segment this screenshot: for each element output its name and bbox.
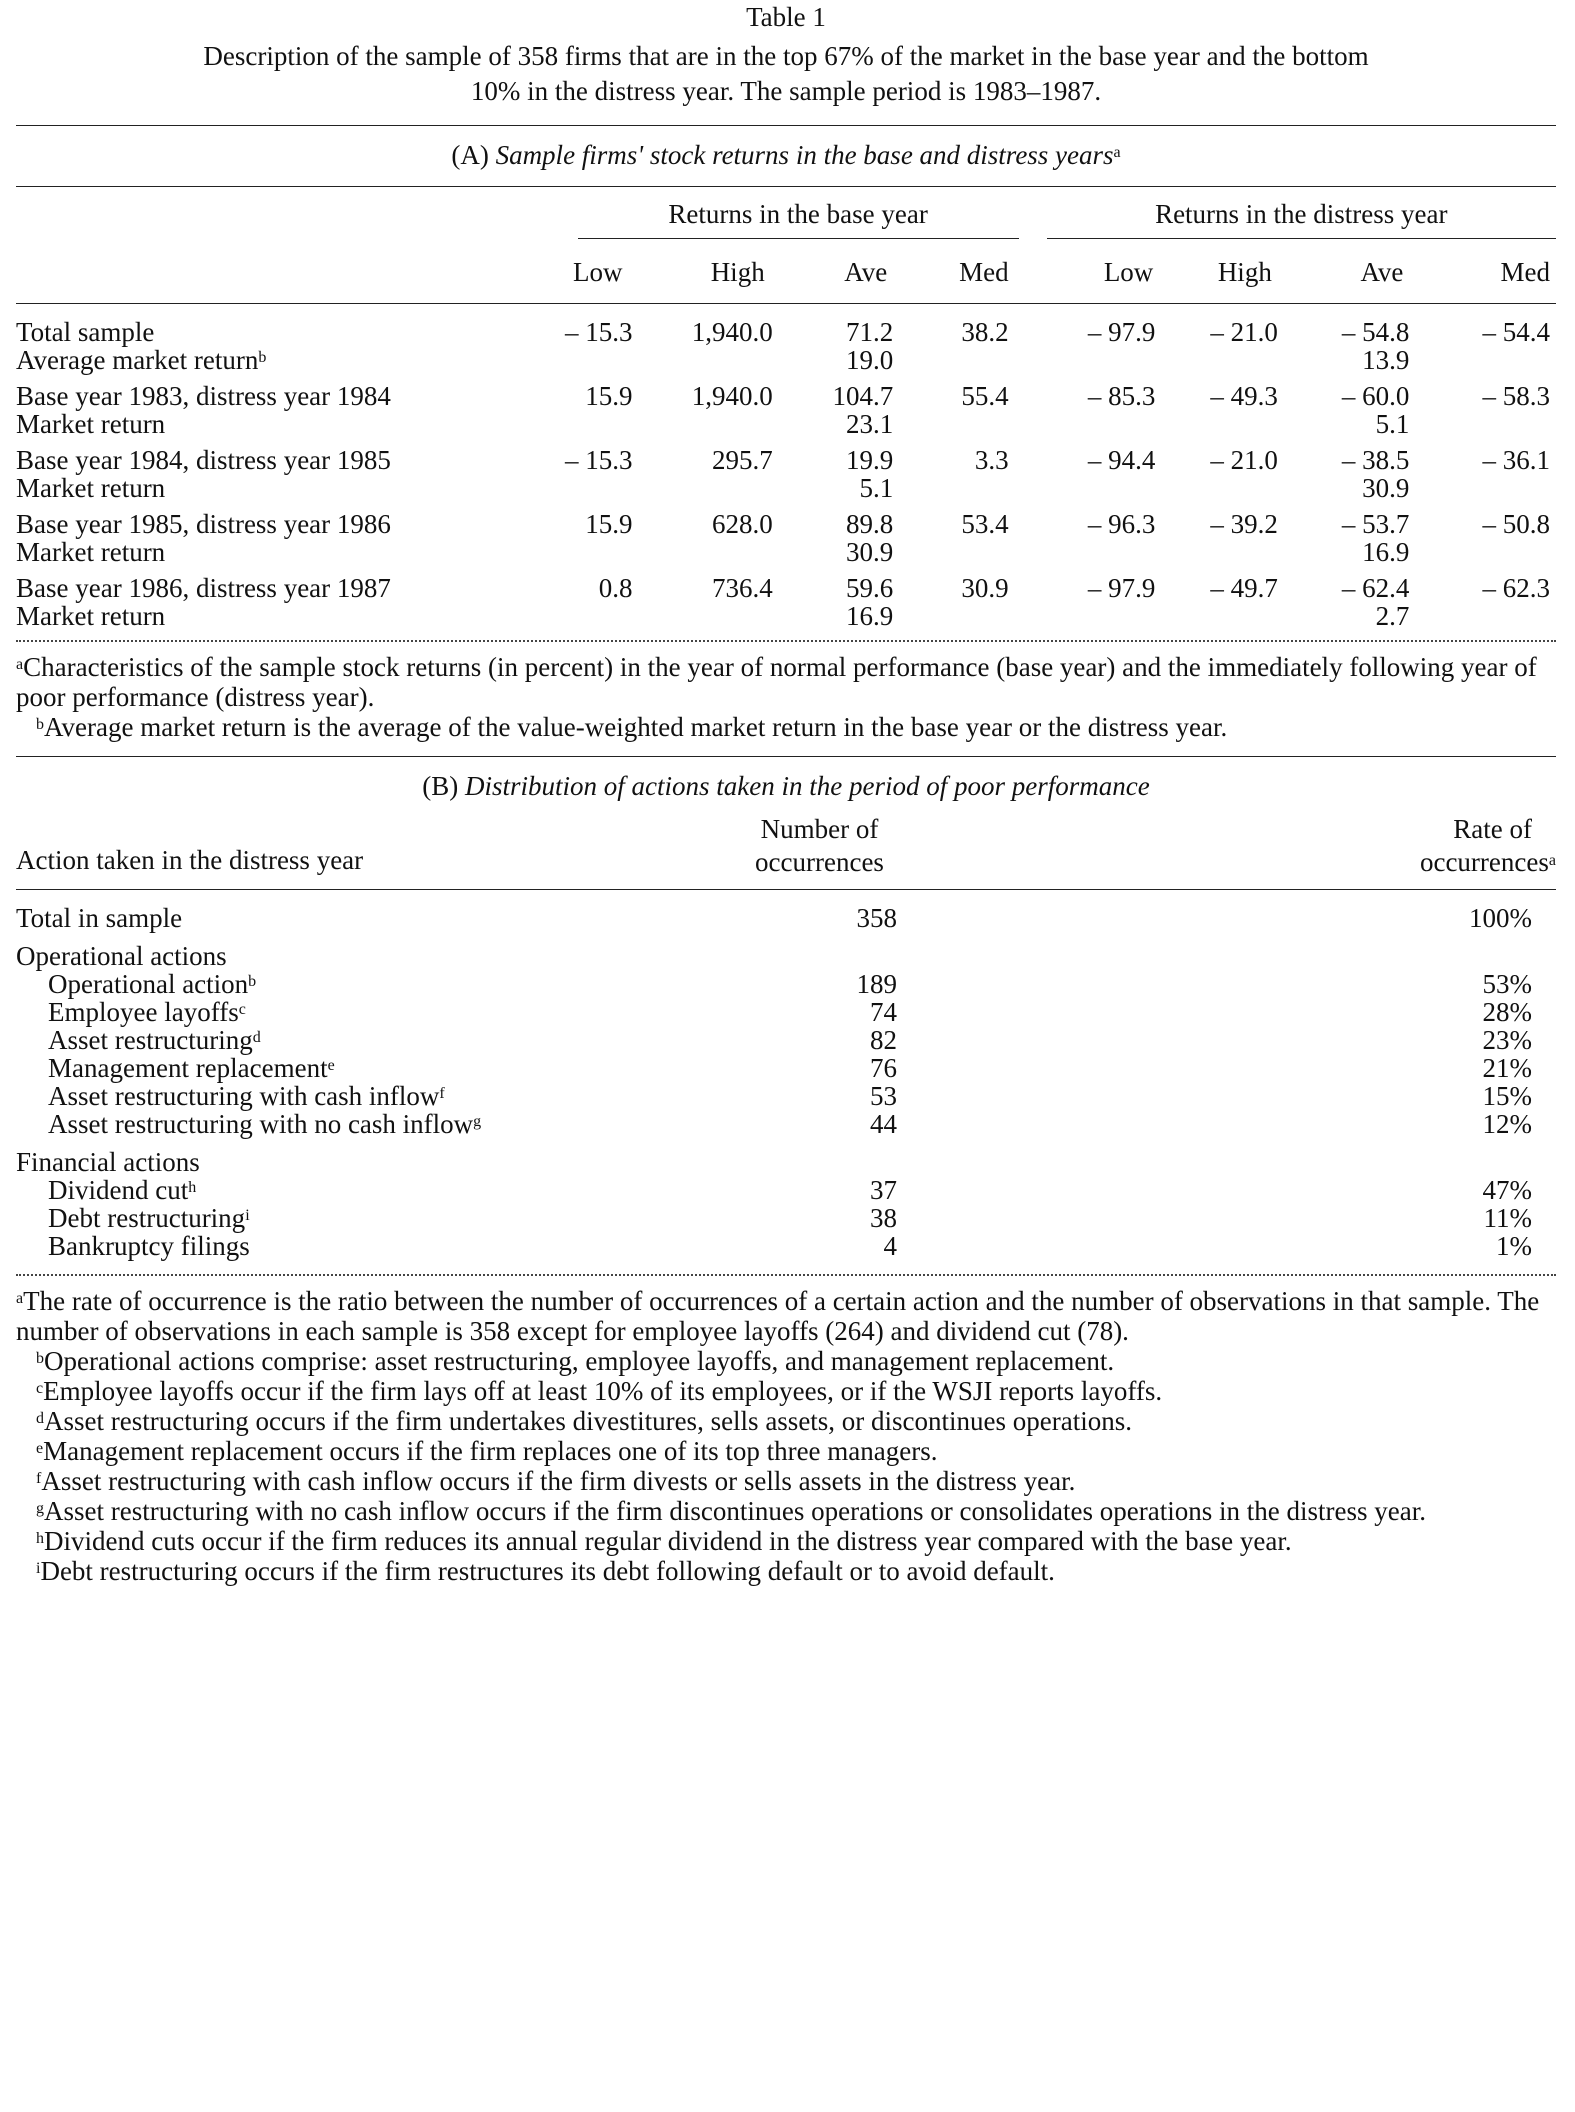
- row-label-text: Employee layoffs: [48, 997, 239, 1027]
- row-label-sup: e: [327, 1057, 335, 1074]
- table-row: [16, 1054, 1556, 1082]
- column-header-ave: Ave: [844, 257, 888, 287]
- table-cell: 0.8: [598, 573, 633, 603]
- footnote: [16, 1376, 1556, 1406]
- table-cell: 15.9: [585, 509, 633, 539]
- footnote-text: Dividend cuts occur if the firm reduces its annual regular dividend in the distress year compared with the base year.: [44, 1526, 1292, 1556]
- row-label: [16, 1026, 656, 1054]
- row-label-text: Asset restructuring with cash inflow: [48, 1081, 440, 1111]
- footnote: [16, 652, 1556, 712]
- number-cell: 38: [870, 1203, 897, 1233]
- footnote-text: Employee layoffs occur if the firm lays off at least 10% of its employees, or if the WSJI reports layoffs.: [43, 1376, 1163, 1406]
- row-label: [16, 374, 534, 410]
- footnote: [16, 1436, 1556, 1466]
- row-label: [16, 438, 534, 474]
- table-cell: [1431, 410, 1556, 438]
- table-row: [16, 1232, 1556, 1260]
- table-cell: [1169, 410, 1294, 438]
- empty-cell: [1031, 1138, 1556, 1176]
- table-cell: [903, 410, 1018, 438]
- empty-cell: [656, 1138, 1031, 1176]
- table-cell: – 21.0: [1210, 317, 1278, 347]
- rate-cell: 1%: [1496, 1231, 1532, 1261]
- table-row: [16, 474, 1556, 502]
- row-label-text: Market return: [16, 537, 166, 567]
- table-cell: [534, 602, 639, 630]
- table-cell: 19.9: [846, 445, 894, 475]
- table-cell: [1431, 602, 1556, 630]
- row-label-text: Market return: [16, 473, 166, 503]
- table-cell: – 62.4: [1341, 573, 1410, 603]
- footnote-mark: a: [16, 656, 24, 673]
- rate-cell: 11%: [1483, 1203, 1532, 1233]
- footnote-text: Operational actions comprise: asset restructuring, employee layoffs, and management replacement.: [44, 1346, 1115, 1376]
- table-cell: [1019, 410, 1170, 438]
- col-number-header-2: occurrences: [755, 847, 884, 877]
- column-header-low: Low: [1103, 257, 1154, 287]
- table-cell: 16.9: [846, 601, 894, 631]
- table-cell: – 15.3: [565, 317, 633, 347]
- row-label-sup: f: [439, 1085, 445, 1102]
- footnote-text: Management replacement occurs if the firm replaces one of its top three managers.: [43, 1436, 938, 1466]
- row-label-text: Total in sample: [16, 903, 183, 933]
- table-row: [16, 538, 1556, 566]
- table-cell: – 49.3: [1210, 381, 1278, 411]
- footnote: [16, 1466, 1556, 1496]
- row-label: [16, 502, 534, 538]
- group-heading-row: [16, 1138, 1556, 1176]
- panel-a-title-text: Sample firms' stock returns in the base and distress years: [495, 140, 1114, 170]
- row-label-sup: d: [252, 1029, 261, 1046]
- table-cell: 1,940.0: [691, 381, 773, 411]
- footnote: [16, 1526, 1556, 1556]
- row-label: [16, 1232, 656, 1260]
- number-cell: 37: [870, 1175, 897, 1205]
- panel-b-title: [16, 769, 1556, 803]
- table-cell: 628.0: [711, 509, 773, 539]
- group-heading: Operational actions: [16, 941, 227, 971]
- rate-cell: 23%: [1482, 1025, 1532, 1055]
- table-cell: [639, 538, 783, 566]
- col-number-header-1: Number of: [760, 814, 879, 844]
- group-header-base: Returns in the base year: [578, 199, 1019, 239]
- panel-a-footnotes: [16, 652, 1556, 742]
- row-label-sup: i: [245, 1207, 250, 1224]
- empty-cell: [1031, 932, 1556, 970]
- table-cell: 16.9: [1362, 537, 1410, 567]
- row-label-sup: b: [248, 973, 257, 990]
- table-cell: [534, 538, 639, 566]
- table-cell: [903, 474, 1018, 502]
- table-row: [16, 304, 1556, 346]
- footnote-text: Asset restructuring with cash inflow occurs if the firm divests or sells assets in the distress year.: [41, 1466, 1076, 1496]
- column-header-low: Low: [573, 257, 623, 287]
- caption-line-1: Description of the sample of 358 firms that are in the top 67% of the market in the base year and the bottom: [203, 41, 1369, 71]
- table-cell: 104.7: [832, 381, 894, 411]
- table-label: Table 1: [746, 2, 826, 32]
- dotted-rule-panel-b: [16, 1274, 1556, 1276]
- footnote-mark: e: [36, 1440, 44, 1457]
- table-cell: 59.6: [846, 573, 894, 603]
- table-cell: 71.2: [846, 317, 894, 347]
- row-label: [16, 602, 534, 630]
- table-cell: [1431, 346, 1556, 374]
- number-cell: 82: [870, 1025, 897, 1055]
- table-cell: [1431, 538, 1556, 566]
- table-cell: – 96.3: [1087, 509, 1156, 539]
- row-label-sup: h: [188, 1179, 197, 1196]
- row-label-text: Asset restructuring with no cash inflow: [48, 1109, 474, 1139]
- number-cell: 53: [870, 1081, 897, 1111]
- row-label: [16, 346, 534, 374]
- number-cell: 189: [856, 969, 897, 999]
- table-cell: [903, 538, 1018, 566]
- panel-b-table: [16, 813, 1556, 1260]
- table-row: [16, 374, 1556, 410]
- table-cell: [1169, 602, 1294, 630]
- table-cell: – 54.8: [1341, 317, 1410, 347]
- row-label: [16, 970, 656, 998]
- row-label: [16, 474, 534, 502]
- row-label: [16, 1082, 656, 1110]
- footnote-mark: f: [36, 1470, 42, 1487]
- row-label-text: Dividend cut: [48, 1175, 189, 1205]
- row-label-text: Management replacement: [48, 1053, 328, 1083]
- table-cell: [1019, 538, 1170, 566]
- table-page: [16, 0, 1556, 1586]
- empty-cell: [656, 932, 1031, 970]
- panel-a-column-headers: [16, 239, 1556, 303]
- table-cell: [1169, 346, 1294, 374]
- rate-cell: 47%: [1482, 1175, 1532, 1205]
- table-caption: [16, 39, 1556, 109]
- row-label-text: Operational action: [48, 969, 249, 999]
- table-row: [16, 1082, 1556, 1110]
- row-label-text: Market return: [16, 409, 166, 439]
- group-header-distress: Returns in the distress year: [1047, 199, 1556, 239]
- table-cell: – 62.3: [1482, 573, 1550, 603]
- table-cell: 1,940.0: [691, 317, 773, 347]
- table-cell: 736.4: [711, 573, 773, 603]
- panel-a-label: (A): [451, 140, 489, 170]
- table-row: [16, 1026, 1556, 1054]
- table-row: [16, 346, 1556, 374]
- table-cell: [1019, 474, 1170, 502]
- footnote: [16, 712, 1556, 742]
- col-action-header: Action taken in the distress year: [16, 845, 364, 875]
- footnote: [16, 1556, 1556, 1586]
- table-cell: – 60.0: [1341, 381, 1410, 411]
- table-cell: 13.9: [1362, 345, 1410, 375]
- table-cell: 38.2: [961, 317, 1009, 347]
- table-cell: 23.1: [846, 409, 894, 439]
- table-cell: [639, 410, 783, 438]
- col-rate-header-1: Rate of: [1453, 814, 1532, 844]
- row-label-sup: c: [238, 1001, 246, 1018]
- table-cell: – 97.9: [1087, 573, 1156, 603]
- table-cell: 30.9: [846, 537, 894, 567]
- footnote: [16, 1496, 1556, 1526]
- col-number-header: [656, 813, 1031, 879]
- column-header-high: High: [710, 257, 765, 287]
- footnote-text: Asset restructuring occurs if the firm undertakes divestitures, sells assets, or discontinues operations.: [44, 1406, 1133, 1436]
- footnote-text: Characteristics of the sample stock returns (in percent) in the year of normal performance (base year) and the immediately following year of poor performance (distress year).: [16, 652, 1537, 712]
- table-cell: [1019, 346, 1170, 374]
- table-cell: – 54.4: [1482, 317, 1550, 347]
- rate-cell: 53%: [1482, 969, 1532, 999]
- panel-b-body: [16, 890, 1556, 1260]
- number-cell: 4: [883, 1231, 897, 1261]
- footnote: [16, 1286, 1556, 1346]
- table-row: [16, 502, 1556, 538]
- table-cell: – 15.3: [565, 445, 633, 475]
- rate-cell: 21%: [1482, 1053, 1532, 1083]
- row-label: [16, 410, 534, 438]
- panel-a-body: [16, 304, 1556, 630]
- table-cell: – 39.2: [1210, 509, 1278, 539]
- column-header-med: Med: [1500, 257, 1550, 287]
- table-cell: [1019, 602, 1170, 630]
- column-header-ave: Ave: [1360, 257, 1404, 287]
- table-row: [16, 438, 1556, 474]
- column-header-med: Med: [959, 257, 1009, 287]
- row-label: [16, 998, 656, 1026]
- dotted-rule-panel-a: [16, 640, 1556, 642]
- table-row: [16, 1110, 1556, 1138]
- table-cell: [534, 474, 639, 502]
- footnote: [16, 1406, 1556, 1436]
- table-cell: 30.9: [1362, 473, 1410, 503]
- row-label: [16, 1176, 656, 1204]
- table-cell: – 97.9: [1087, 317, 1156, 347]
- table-cell: 15.9: [585, 381, 633, 411]
- table-cell: – 21.0: [1210, 445, 1278, 475]
- row-label-sup: b: [258, 349, 267, 366]
- panel-b-title-text: Distribution of actions taken in the period of poor performance: [465, 771, 1150, 801]
- footnote: [16, 1346, 1556, 1376]
- panel-b-footnotes: [16, 1286, 1556, 1586]
- row-label: [16, 890, 656, 932]
- table-cell: [534, 410, 639, 438]
- footnote-mark: h: [36, 1530, 44, 1547]
- table-row: [16, 602, 1556, 630]
- table-cell: – 36.1: [1482, 445, 1550, 475]
- table-cell: – 85.3: [1087, 381, 1156, 411]
- table-cell: [1169, 474, 1294, 502]
- number-cell: 74: [870, 997, 897, 1027]
- table-cell: [639, 602, 783, 630]
- row-label-text: Base year 1984, distress year 1985: [16, 445, 391, 475]
- footnote-text: Average market return is the average of the value-weighted market return in the base year or the distress year.: [44, 712, 1228, 742]
- rule-panel-a: [16, 186, 1556, 187]
- table-cell: [639, 474, 783, 502]
- rate-cell: 12%: [1482, 1109, 1532, 1139]
- caption-line-2: 10% in the distress year. The sample period is 1983–1987.: [470, 76, 1102, 106]
- table-cell: – 94.4: [1087, 445, 1156, 475]
- table-cell: 5.1: [859, 473, 894, 503]
- row-label-text: Total sample: [16, 317, 155, 347]
- footnote-mark: c: [36, 1380, 44, 1397]
- footnote-text: Asset restructuring with no cash inflow occurs if the firm discontinues operations or consolidates operations in the distress year.: [44, 1496, 1426, 1526]
- rate-cell: 100%: [1469, 903, 1532, 933]
- row-label-text: Debt restructuring: [48, 1203, 246, 1233]
- row-label: [16, 1204, 656, 1232]
- row-label-text: Asset restructuring: [48, 1025, 253, 1055]
- group-heading: Financial actions: [16, 1147, 200, 1177]
- row-label-text: Base year 1983, distress year 1984: [16, 381, 391, 411]
- panel-a-title: [16, 138, 1556, 172]
- table-row: [16, 1204, 1556, 1232]
- table-cell: 53.4: [961, 509, 1009, 539]
- rule-top: [16, 125, 1556, 126]
- footnote-text: The rate of occurrence is the ratio between the number of occurrences of a certain action and the number of observations in that sample. The number of observations in each sample is 358 except for employee layoffs (264) and dividend cut (78).: [16, 1286, 1540, 1346]
- table-cell: 19.0: [846, 345, 894, 375]
- rate-cell: 15%: [1482, 1081, 1532, 1111]
- panel-a-table: [16, 199, 1556, 630]
- table-cell: [903, 346, 1018, 374]
- row-label-text: Base year 1986, distress year 1987: [16, 573, 391, 603]
- table-cell: [1169, 538, 1294, 566]
- panel-b-label: (B): [422, 771, 459, 801]
- row-label-text: Base year 1985, distress year 1986: [16, 509, 391, 539]
- table-cell: [1431, 474, 1556, 502]
- table-row: [16, 998, 1556, 1026]
- number-cell: 44: [870, 1109, 897, 1139]
- table-cell: 89.8: [846, 509, 894, 539]
- table-cell: 5.1: [1375, 409, 1410, 439]
- row-label: [16, 538, 534, 566]
- table-cell: 2.7: [1375, 601, 1410, 631]
- column-header-high: High: [1217, 257, 1272, 287]
- row-label: [16, 566, 534, 602]
- row-label: [16, 1110, 656, 1138]
- table-cell: [534, 346, 639, 374]
- footnote-mark: b: [36, 1350, 44, 1367]
- table-cell: 3.3: [974, 445, 1009, 475]
- row-label: [16, 304, 534, 346]
- col-rate-header: [1031, 813, 1556, 879]
- total-row: [16, 890, 1556, 932]
- table-cell: – 50.8: [1482, 509, 1550, 539]
- table-cell: – 49.7: [1210, 573, 1278, 603]
- row-label: [16, 1054, 656, 1082]
- footnote-mark: g: [36, 1500, 44, 1517]
- group-heading-row: [16, 932, 1556, 970]
- table-cell: [639, 346, 783, 374]
- footnote-mark: i: [36, 1560, 41, 1577]
- header-spacer: [16, 239, 534, 303]
- table-row: [16, 410, 1556, 438]
- table-cell: – 58.3: [1482, 381, 1550, 411]
- panel-a-title-sup: a: [1113, 144, 1121, 161]
- table-cell: – 53.7: [1341, 509, 1410, 539]
- table-row: [16, 970, 1556, 998]
- row-label-sup: g: [473, 1113, 482, 1130]
- number-cell: 358: [856, 903, 897, 933]
- footnote-text: Debt restructuring occurs if the firm restructures its debt following default or to avoid default.: [40, 1556, 1055, 1586]
- row-label-text: Market return: [16, 601, 166, 631]
- table-cell: – 38.5: [1341, 445, 1410, 475]
- number-cell: 76: [870, 1053, 897, 1083]
- footnote-mark: d: [36, 1410, 44, 1427]
- table-cell: [903, 602, 1018, 630]
- table-row: [16, 566, 1556, 602]
- footnote-mark: a: [16, 1290, 24, 1307]
- table-cell: 30.9: [961, 573, 1009, 603]
- footnote-mark: b: [36, 716, 44, 733]
- rate-cell: 28%: [1482, 997, 1532, 1027]
- table-cell: 55.4: [961, 381, 1009, 411]
- row-label-text: Bankruptcy filings: [48, 1231, 250, 1261]
- table-row: [16, 1176, 1556, 1204]
- rule-panel-b: [16, 756, 1556, 757]
- col-rate-header-2: occurrences$^a$: [1419, 847, 1556, 877]
- row-label-text: Average market return: [16, 345, 259, 375]
- table-cell: 295.7: [711, 445, 773, 475]
